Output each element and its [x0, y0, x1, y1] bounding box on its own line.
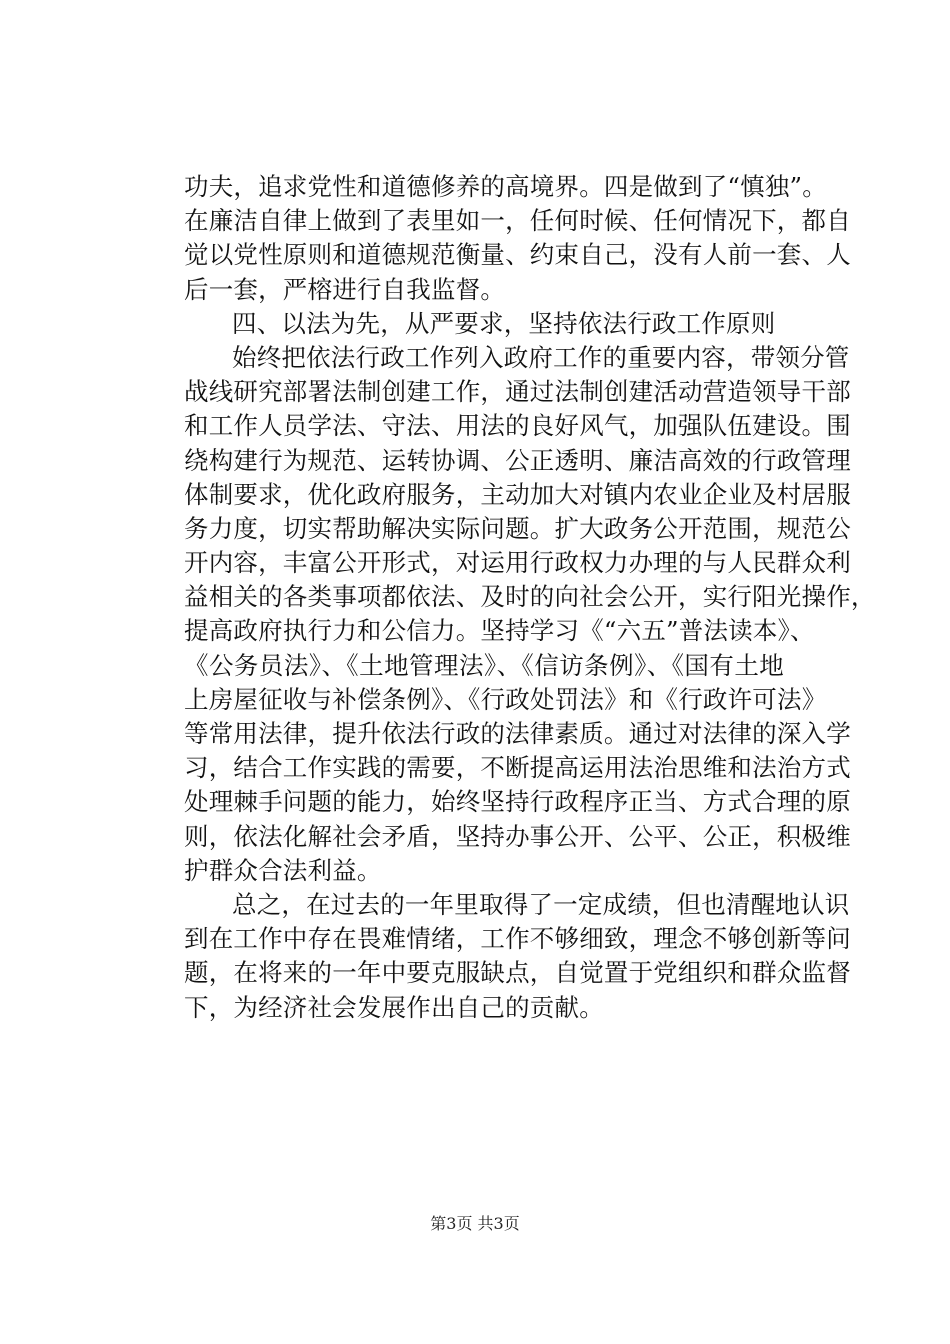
section-heading: 四、以法为先，从严要求，坚持依法行政工作原则 — [232, 308, 776, 338]
text-line: 提高政府执行力和公信力。坚持学习《“六五”普法读本》、 — [184, 616, 815, 646]
text-line: 则，依法化解社会矛盾，坚持办事公开、公平、公正，积极维 — [184, 821, 851, 851]
page-number: 第3页 共3页 — [430, 1214, 520, 1233]
text-line: 体制要求，优化政府服务，主动加大对镇内农业企业及村居服 — [184, 479, 851, 509]
text-line: 护群众合法利益。 — [184, 855, 382, 885]
text-line: 上房屋征收与补偿条例》、《行政处罚法》和《行政许可法》 — [184, 684, 827, 714]
document-body — [184, 170, 876, 1025]
text-line: 等常用法律，提升依法行政的法律素质。通过对法律的深入学 — [184, 719, 851, 748]
text-line: 《公务员法》、《土地管理法》、《信访条例》、《国有土地 — [184, 650, 784, 680]
text-line: 处理棘手问题的能力，始终坚持行政程序正当、方式合理的原 — [184, 787, 851, 817]
paragraph-start-line: 始终把依法行政工作列入政府工作的重要内容，带领分管 — [232, 342, 850, 372]
text-line: 到在工作中存在畏难情绪，工作不够细致，理念不够创新等问 — [184, 924, 851, 954]
text-line: 开内容，丰富公开形式，对运用行政权力办理的与人民群众利 — [184, 548, 851, 578]
text-line: 战线研究部署法制创建工作，通过法制创建活动营造领导干部 — [184, 377, 851, 407]
text-line: 觉以党性原则和道德规范衡量、约束自己，没有人前一套、人 — [184, 240, 851, 270]
text-line: 务力度，切实帮助解决实际问题。扩大政务公开范围，规范公 — [184, 513, 851, 543]
text-line: 下，为经济社会发展作出自己的贡献。 — [184, 992, 604, 1022]
text-line: 功夫，追求党性和道德修养的高境界。四是做到了“慎独”。 — [184, 172, 827, 201]
page-footer — [0, 1214, 950, 1234]
text-line: 题，在将来的一年中要克服缺点，自觉置于党组织和群众监督 — [184, 958, 851, 988]
text-line: 绕构建行为规范、运转协调、公正透明、廉洁高效的行政管理 — [184, 445, 851, 475]
text-line: 后一套，严榕进行自我监督。 — [184, 274, 506, 304]
text-line: 习，结合工作实践的需要，不断提高运用法治思维和法治方式 — [184, 753, 851, 783]
text-line: 在廉洁自律上做到了表里如一，任何时候、任何情况下，都自 — [184, 206, 851, 236]
paragraph-start-line: 总之，在过去的一年里取得了一定成绩，但也清醒地认识 — [232, 889, 850, 919]
text-line: 益相关的各类事项都依法、及时的向社会公开，实行阳光操作， — [184, 582, 876, 612]
text-line: 和工作人员学法、守法、用法的良好风气，加强队伍建设。围 — [184, 411, 851, 441]
